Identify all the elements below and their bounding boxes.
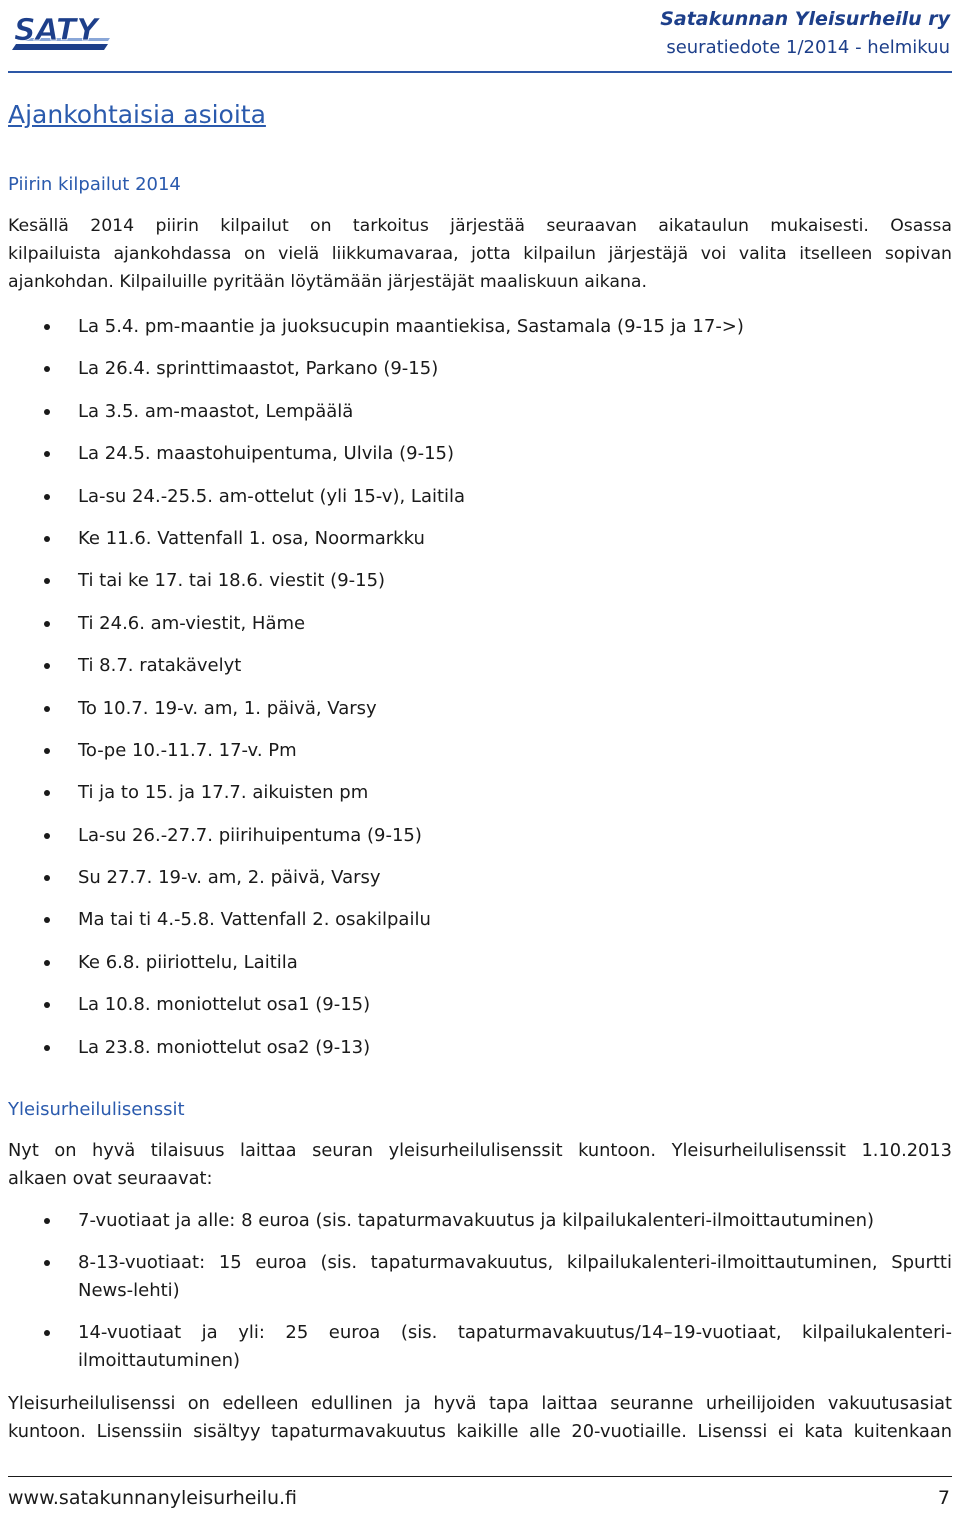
event-text: La 3.5. am-maastot, Lempäälä bbox=[78, 400, 354, 422]
paragraph-line: kilpailuista ajankohdassa on vielä liikkumavaraa, jotta kilpailun järjestäjä voi valita itselleen sopivan bbox=[8, 244, 952, 264]
event-text: Ti 8.7. ratakävelyt bbox=[78, 655, 242, 677]
bullet-icon bbox=[44, 536, 50, 542]
competitions-intro-paragraph bbox=[8, 212, 952, 296]
license-price-list bbox=[0, 1207, 952, 1376]
license-text-line: 14-vuotiaat ja yli: 25 euroa (sis. tapaturmavakuutus/14–19-vuotiaat, kilpailukalenteri- bbox=[78, 1321, 952, 1343]
bullet-icon bbox=[44, 917, 50, 923]
event-text: Ti ja to 15. ja 17.7. aikuisten pm bbox=[78, 782, 369, 804]
page-title: Ajankohtaisia asioita bbox=[8, 100, 266, 129]
list-item bbox=[0, 527, 744, 569]
license-text-line: ilmoittautuminen) bbox=[78, 1350, 241, 1371]
event-text: Ke 6.8. piiriottelu, Laitila bbox=[78, 951, 298, 973]
event-text: La-su 26.-27.7. piirihuipentuma (9-15) bbox=[78, 824, 422, 846]
saty-logo bbox=[12, 10, 112, 54]
bullet-icon bbox=[44, 324, 50, 330]
bullet-icon bbox=[44, 451, 50, 457]
bullet-icon bbox=[44, 1260, 50, 1266]
event-text: La 10.8. moniottelut osa1 (9-15) bbox=[78, 994, 371, 1016]
list-item bbox=[0, 1319, 952, 1376]
footer-website-url: www.satakunnanyleisurheilu.fi bbox=[8, 1487, 298, 1509]
paragraph-line: Yleisurheilulisenssi on edelleen edullinen ja hyvä tapa laittaa seuranne urheilijoiden vakuutusasiat bbox=[8, 1393, 952, 1414]
event-text: La 5.4. pm-maantie ja juoksucupin maantiekisa, Sastamala (9-15 ja 17->) bbox=[78, 316, 744, 337]
list-item bbox=[0, 781, 744, 823]
list-item bbox=[0, 739, 744, 781]
event-text: La 24.5. maastohuipentuma, Ulvila (9-15) bbox=[78, 443, 455, 465]
event-text: Ti 24.6. am-viestit, Häme bbox=[78, 612, 306, 634]
list-item bbox=[0, 357, 744, 399]
bullet-icon bbox=[44, 790, 50, 796]
list-item bbox=[0, 485, 744, 527]
section-heading-piirin-kilpailut: Piirin kilpailut 2014 bbox=[8, 174, 181, 195]
bullet-icon bbox=[44, 409, 50, 415]
event-text: Ti tai ke 17. tai 18.6. viestit (9-15) bbox=[78, 570, 386, 592]
paragraph-line: Nyt on hyvä tilaisuus laittaa seuran yleisurheilulisenssit kuntoon. Yleisurheilulisenssit 1.10.2013 bbox=[8, 1140, 952, 1161]
list-item bbox=[0, 442, 744, 484]
bullet-icon bbox=[44, 833, 50, 839]
footer-divider bbox=[8, 1476, 952, 1477]
list-item bbox=[0, 1249, 952, 1306]
page-number: 7 bbox=[937, 1487, 950, 1509]
bullet-icon bbox=[44, 578, 50, 584]
event-text: Ma tai ti 4.-5.8. Vattenfall 2. osakilpailu bbox=[78, 909, 431, 931]
list-item bbox=[0, 866, 744, 908]
list-item bbox=[0, 654, 744, 696]
bullet-icon bbox=[44, 494, 50, 500]
licenses-intro-paragraph bbox=[8, 1137, 952, 1193]
bullet-icon bbox=[44, 663, 50, 669]
event-text: Ke 11.6. Vattenfall 1. osa, Noormarkku bbox=[78, 527, 425, 549]
bullet-icon bbox=[44, 748, 50, 754]
list-item bbox=[0, 908, 744, 950]
bullet-icon bbox=[44, 1002, 50, 1008]
list-item bbox=[0, 400, 744, 442]
bullet-icon bbox=[44, 1045, 50, 1051]
bullet-icon bbox=[44, 960, 50, 966]
list-item bbox=[0, 1036, 744, 1078]
bullet-icon bbox=[44, 875, 50, 881]
bullet-icon bbox=[44, 1218, 50, 1224]
saty-logo-graphic bbox=[12, 10, 112, 54]
event-text: To 10.7. 19-v. am, 1. päivä, Varsy bbox=[78, 697, 377, 719]
list-item bbox=[0, 1207, 952, 1236]
bullet-icon bbox=[44, 366, 50, 372]
event-text: To-pe 10.-11.7. 17-v. Pm bbox=[78, 739, 297, 761]
header-divider bbox=[8, 71, 952, 73]
event-text: La 26.4. sprinttimaastot, Parkano (9-15) bbox=[78, 358, 439, 380]
logo-wordmark: SATY bbox=[14, 13, 99, 48]
paragraph-line: alkaen ovat seuraavat: bbox=[8, 1168, 213, 1189]
event-text: La 23.8. moniottelut osa2 (9-13) bbox=[78, 1036, 371, 1058]
license-text-line: 7-vuotiaat ja alle: 8 euroa (sis. tapaturmavakuutus ja kilpailukalenteri-ilmoittautuminen) bbox=[78, 1210, 875, 1231]
bullet-icon bbox=[44, 621, 50, 627]
list-item bbox=[0, 951, 744, 993]
org-name: Satakunnan Yleisurheilu ry bbox=[660, 8, 950, 30]
bulletin-issue: seuratiedote 1/2014 - helmikuu bbox=[666, 37, 950, 58]
list-item bbox=[0, 993, 744, 1035]
bullet-icon bbox=[44, 706, 50, 712]
page-header bbox=[0, 0, 960, 78]
license-text-line: 8-13-vuotiaat: 15 euroa (sis. tapaturmavakuutus, kilpailukalenteri-ilmoittautuminen, Spurtti bbox=[78, 1251, 952, 1273]
paragraph-line: kuntoon. Lisenssiin sisältyy tapaturmavakuutus kaikille alle 20-vuotiaille. Lisenssi ei kata kuitenkaan bbox=[8, 1421, 952, 1442]
list-item bbox=[0, 697, 744, 739]
paragraph-line: Kesällä 2014 piirin kilpailut on tarkoitus järjestää seuraavan aikataulun mukaisesti. Osassa bbox=[8, 216, 952, 236]
paragraph-line: ajankohdan. Kilpailuille pyritään löytämään järjestäjät maaliskuun aikana. bbox=[8, 272, 647, 292]
event-text: La-su 24.-25.5. am-ottelut (yli 15-v), Laitila bbox=[78, 485, 466, 507]
event-text: Su 27.7. 19-v. am, 2. päivä, Varsy bbox=[78, 867, 381, 889]
competition-schedule-list bbox=[0, 315, 744, 1078]
list-item bbox=[0, 315, 744, 357]
licenses-closing-paragraph bbox=[8, 1390, 952, 1446]
section-heading-lisenssit: Yleisurheilulisenssit bbox=[8, 1099, 185, 1120]
list-item bbox=[0, 612, 744, 654]
bullet-icon bbox=[44, 1330, 50, 1336]
license-text-line: News-lehti) bbox=[78, 1280, 180, 1301]
list-item bbox=[0, 569, 744, 611]
list-item bbox=[0, 824, 744, 866]
